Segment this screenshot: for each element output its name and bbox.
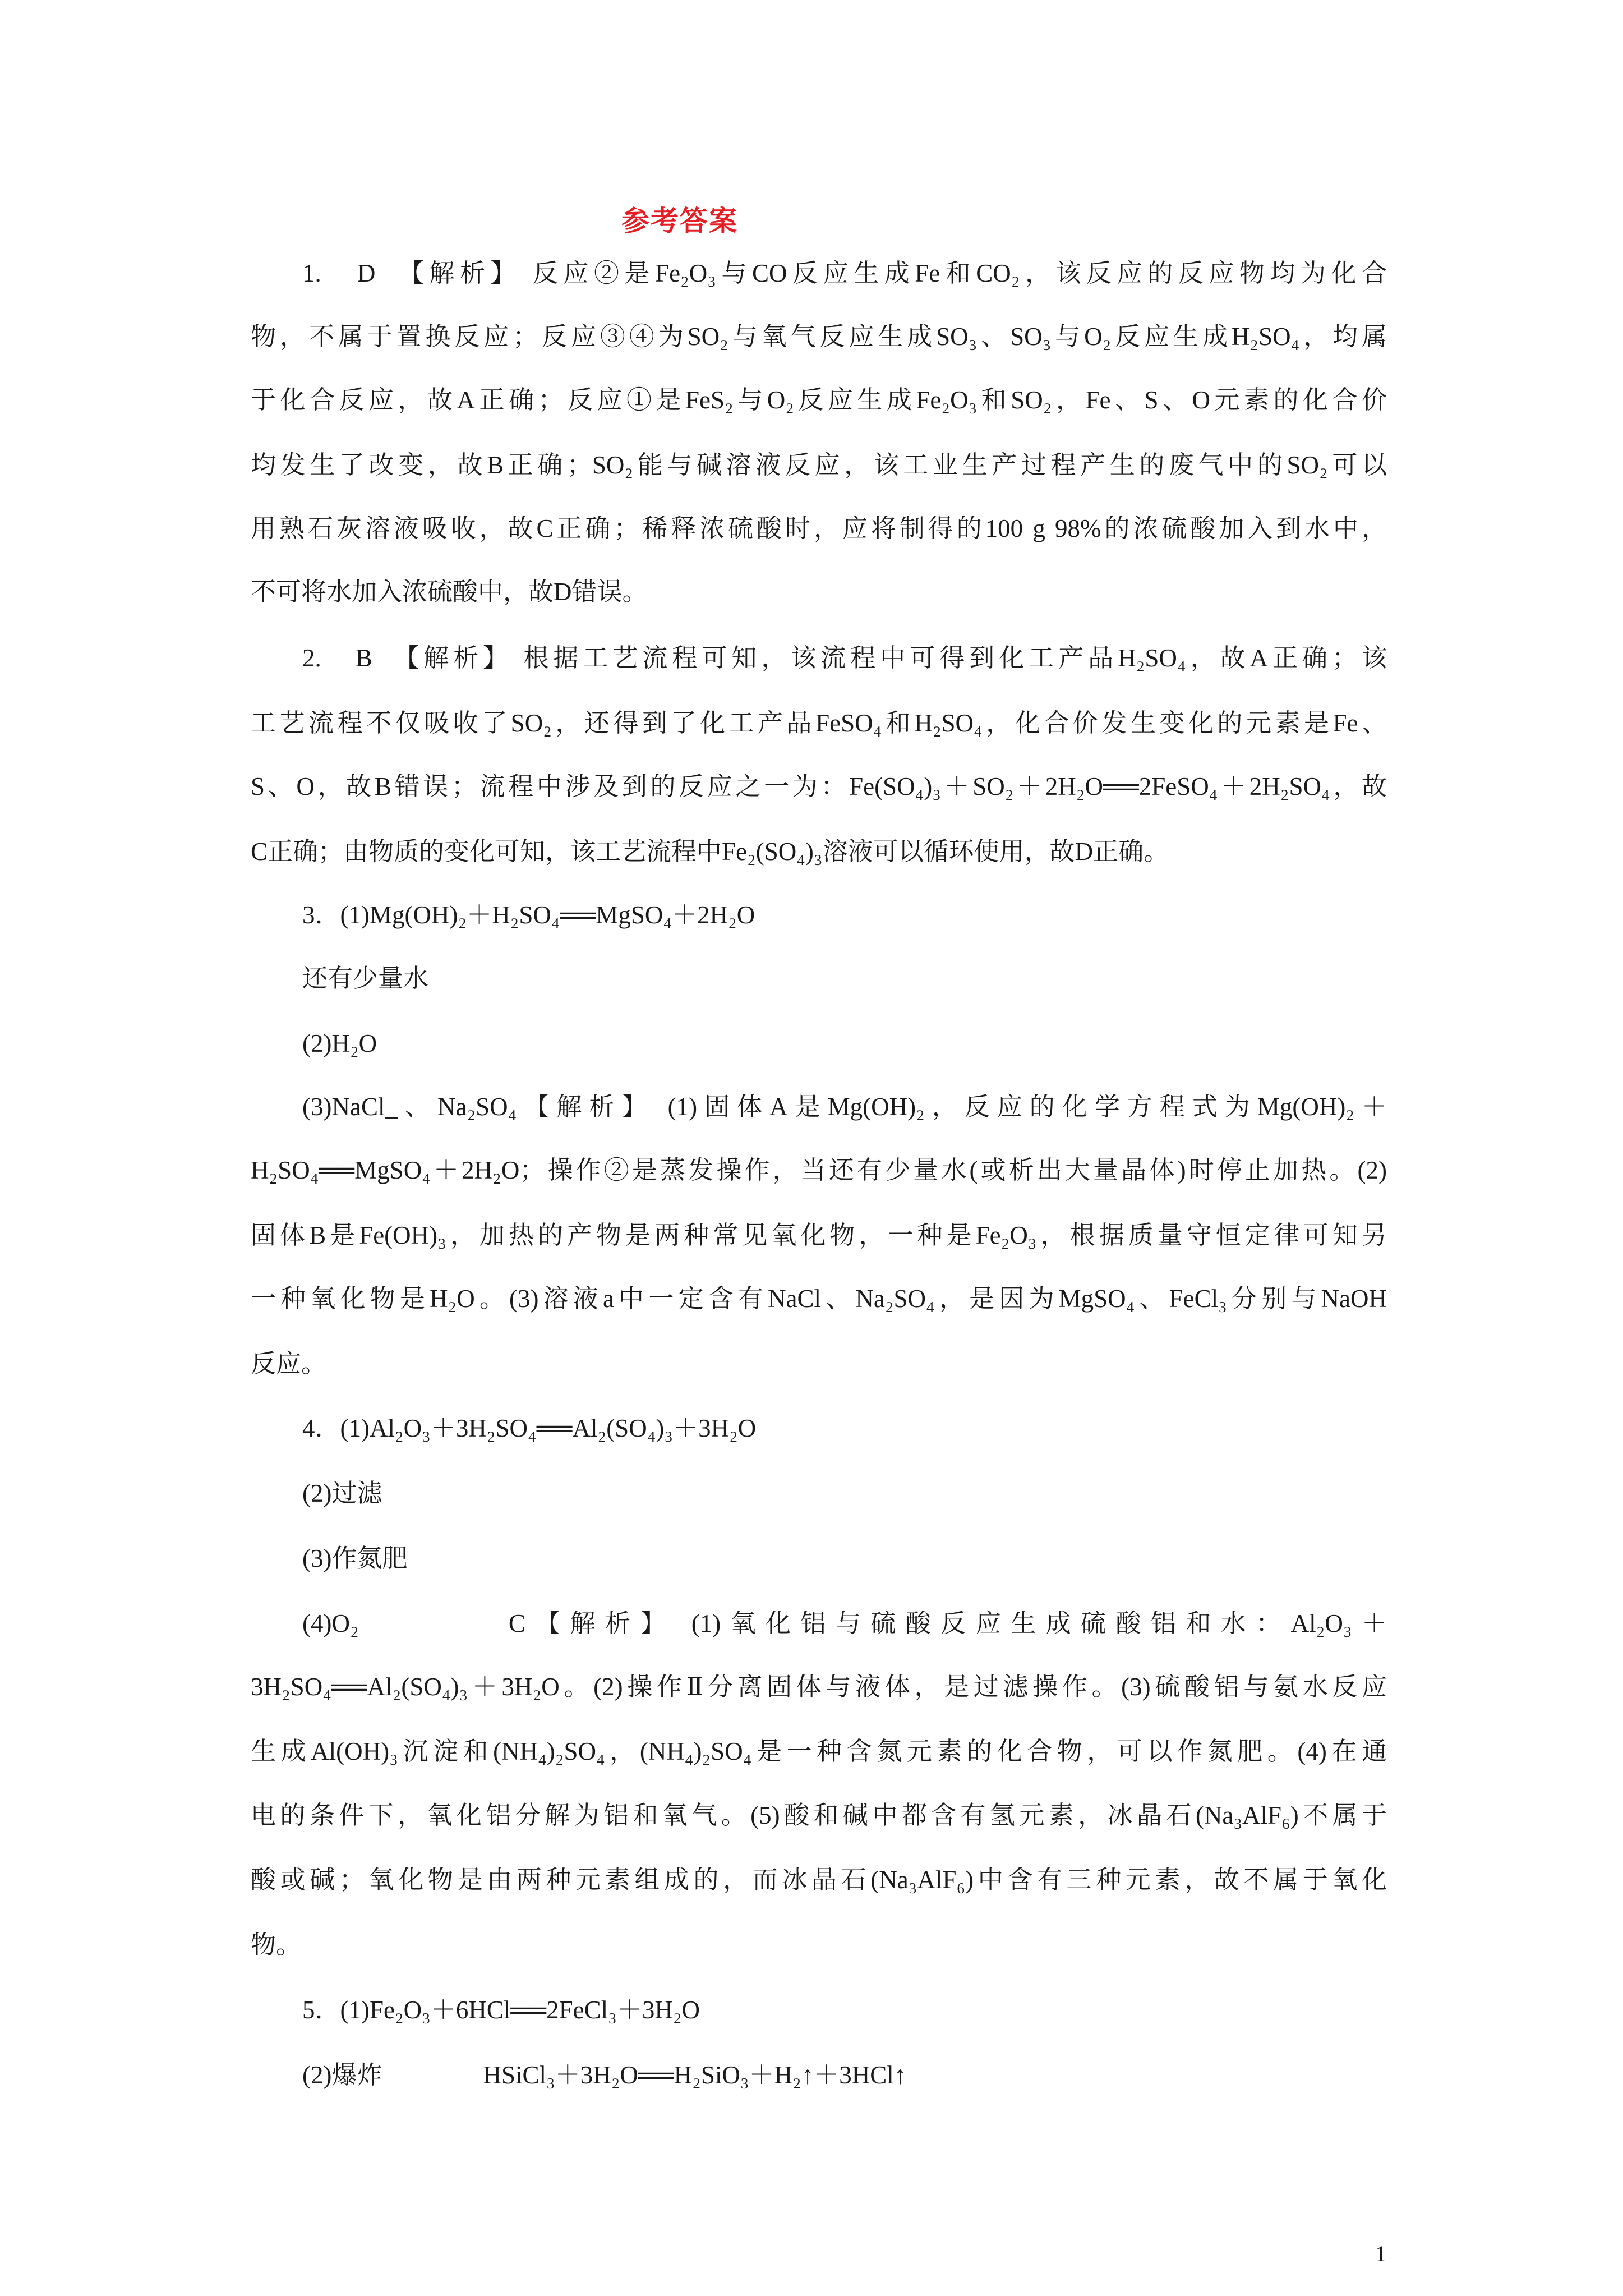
answer-4-line-6: 生成Al(OH)₃沉淀和(NH₄)₂SO₄，(NH₄)₂SO₄是一种含氮元素的化合物，可以作氮肥。(4)在通 [251,1737,1387,1765]
answer-5-line-1: 5．(1)Fe₂O₃＋6HCl══2FeCl₃＋3H₂O [302,1996,700,2024]
answer-4-line-5: 3H₂SO₄══Al₂(SO₄)₃＋3H₂O。(2)操作Ⅱ分离固体与液体，是过滤操作。(3)硫酸铝与氨水反应 [251,1673,1387,1701]
answer-1-line-6: 不可将水加入浓硫酸中，故D错误。 [251,578,648,606]
answer-3-line-1: 3．(1)Mg(OH)₂＋H₂SO₄══MgSO₄＋2H₂O [302,901,755,929]
answer-4-line-4: (4)O₂ C【解析】 (1)氧化铝与硫酸反应生成硫酸铝和水：Al₂O₃＋ [302,1609,1387,1637]
answer-4-line-3: (3)作氮肥 [302,1544,408,1572]
page-title: 参考答案 [621,205,738,237]
answer-3-line-8: 反应。 [251,1350,327,1378]
answer-1-line-4: 均发生了改变，故B正确；SO₂能与碱溶液反应，该工业生产过程产生的废气中的SO₂可以 [251,451,1387,479]
answer-1-line-1: 1. D 【解析】 反应②是Fe₂O₃与CO反应生成Fe和CO₂，该反应的反应物均为化合 [302,259,1387,287]
page-number: 1 [1375,2241,1386,2266]
answer-3-line-5: H₂SO₄══MgSO₄＋2H₂O；操作②是蒸发操作，当还有少量水(或析出大量晶体)时停止加热。(2) [251,1156,1387,1184]
answer-4-line-9: 物。 [251,1931,302,1959]
answer-5-line-2: (2)爆炸 HSiCl₃＋3H₂O══H₂SiO₃＋H₂↑＋3HCl↑ [302,2061,907,2089]
answer-1-line-5: 用熟石灰溶液吸收，故C正确；稀释浓硫酸时，应将制得的100 g 98%的浓硫酸加入到水中， [251,514,1387,542]
answer-3-line-2: 还有少量水 [302,964,429,992]
answer-4-line-1: 4．(1)Al₂O₃＋3H₂SO₄══Al₂(SO₄)₃＋3H₂O [302,1414,757,1442]
answer-4-line-2: (2)过滤 [302,1479,382,1507]
answer-3-line-3: (2)H₂O [302,1029,377,1057]
answer-2-line-4: C正确；由物质的变化可知，该工艺流程中Fe₂(SO₄)₃溶液可以循环使用，故D正确。 [251,838,1169,866]
answer-2-line-2: 工艺流程不仅吸收了SO₂，还得到了化工产品FeSO₄和H₂SO₄，化合价发生变化的元素是Fe、 [251,709,1387,737]
answer-3-line-6: 固体B是Fe(OH)₃，加热的产物是两种常见氧化物，一种是Fe₂O₃，根据质量守恒定律可知另 [251,1221,1387,1249]
answer-2-line-3: S、O，故B错误；流程中涉及到的反应之一为：Fe(SO₄)₃＋SO₂＋2H₂O══2FeSO₄＋2H₂SO₄，故 [251,772,1387,800]
answer-4-line-7: 电的条件下，氧化铝分解为铝和氧气。(5)酸和碱中都含有氢元素，冰晶石(Na₃AlF₆)不属于 [251,1801,1387,1829]
answer-2-line-1: 2. B 【解析】 根据工艺流程可知，该流程中可得到化工产品H₂SO₄，故A正确；该 [302,644,1387,672]
answer-3-line-7: 一种氧化物是H₂O。(3)溶液a中一定含有NaCl、Na₂SO₄，是因为MgSO₄、FeCl₃分别与NaOH [251,1285,1387,1313]
answer-1-line-2: 物，不属于置换反应；反应③④为SO₂与氧气反应生成SO₃、SO₃与O₂反应生成H₂SO₄，均属 [251,323,1387,351]
answer-3-line-4: (3)NaCl_、Na₂SO₄【解析】 (1)固体A是Mg(OH)₂，反应的化学方程式为Mg(OH)₂＋ [302,1093,1387,1121]
answer-1-line-3: 于化合反应，故A正确；反应①是FeS₂与O₂反应生成Fe₂O₃和SO₂，Fe、S、O元素的化合价 [251,386,1387,414]
answer-4-line-8: 酸或碱；氧化物是由两种元素组成的，而冰晶石(Na₃AlF₆)中含有三种元素，故不属于氧化 [251,1866,1387,1894]
